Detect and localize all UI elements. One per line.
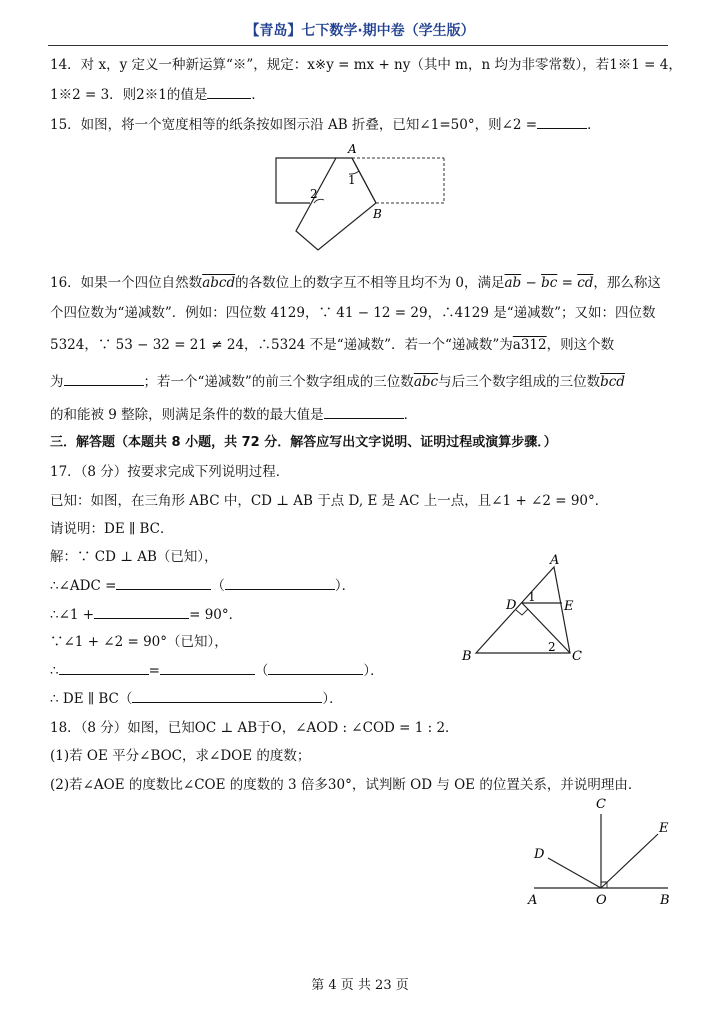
q15-label-1: 1 — [348, 173, 356, 187]
q18-label-d: D — [534, 847, 545, 862]
q17-step-3 — [50, 606, 242, 624]
q17-right-angle-mark — [516, 609, 528, 615]
q17-blank-adc[interactable] — [116, 577, 211, 590]
q16-line-4b: ；若一个“递减数”的前三个数字组成的三位数 — [143, 374, 414, 390]
q16-line-5: 的和能被 9 整除，则满足条件的数的最大值是 ． — [50, 407, 418, 423]
q17-s2c: ）． — [334, 578, 356, 594]
q17-blank-reason-3[interactable] — [132, 690, 322, 703]
q18-title: 18．（8 分）如图，已知OC ⊥ AB于O，∠AOD : ∠COD = 1 : 2． — [50, 720, 459, 736]
q16-line-4 — [50, 373, 625, 391]
q17-title: 17．（8 分）按要求完成下列说明过程． — [50, 464, 290, 480]
q17-blank-reason-1[interactable] — [225, 577, 335, 590]
q16-l1b: 的各数位上的数字互不相等且均不为 0，满足 — [235, 275, 505, 291]
q18-part-1: (1)若 OE 平分∠BOC，求∠DOE 的度数； — [50, 748, 311, 764]
q17-s5c: （ — [254, 663, 269, 679]
q15-answer-blank[interactable] — [537, 116, 587, 129]
q17-label-1: 1 — [528, 590, 536, 604]
q17-s5d: ）． — [363, 663, 384, 679]
q17-s6a: ∴ DE ∥ BC（ — [50, 691, 133, 707]
q16-line-3 — [50, 336, 614, 354]
q15-label-2: 2 — [310, 187, 318, 201]
q17-step-5 — [50, 662, 384, 680]
q17-step-4: ∵∠1 + ∠2 = 90°（已知）， — [50, 634, 228, 650]
q17-s2a: ∴∠ADC = — [50, 578, 117, 594]
q15-label-b: B — [373, 207, 382, 221]
q15-text: 15．如图，将一个宽度相等的纸条按如图示沿 AB 折叠，已知∠1=50°，则∠2 = ． — [50, 117, 601, 133]
q18-label-c: C — [596, 797, 606, 812]
q18-label-e: E — [659, 821, 669, 836]
q17-label-a: A — [550, 553, 560, 568]
q17-s2b: （ — [211, 578, 225, 594]
section-3-title: 三．解答题（本题共 8 小题，共 72 分．解答应写出文字说明、证明过程或演算步骤．） — [50, 435, 557, 450]
q17-step-1: 解：∵ CD ⊥ AB（已知）， — [50, 549, 218, 565]
q18-label-b: B — [660, 893, 670, 908]
q16-bcd: $\overline{bcd}$ — [600, 374, 625, 390]
q16-line-4a: 为 — [50, 374, 64, 390]
q16-cd: $\overline{cd}$ — [577, 275, 594, 291]
q16-bc: $\overline{bc}$ — [541, 275, 558, 291]
q16-line-5-text: 的和能被 9 整除，则满足条件的数的最大值是 — [50, 407, 324, 423]
q17-s3a: ∴∠1 + — [50, 607, 95, 623]
q14-answer-blank[interactable] — [207, 86, 251, 99]
q17-blank-eq-right[interactable] — [160, 662, 255, 675]
q17-given: 已知：如图，在三角形 ABC 中，CD ⊥ AB 于点 D, E 是 AC 上一点，且∠1 + ∠2 = 90°． — [50, 493, 609, 509]
q16-l1c: ，那么称这 — [593, 275, 661, 291]
q17-segment-cd — [522, 603, 570, 653]
q17-label-2: 2 — [548, 640, 556, 654]
q17-label-d: D — [506, 598, 517, 613]
q17-step-2 — [50, 577, 355, 595]
q15-figure — [268, 140, 448, 262]
q16-line-3a: 5324，∵ 53 − 32 = 21 ≠ 24，∴5324 不是“递减数”．若一个“递减数”为 — [50, 337, 513, 353]
q16-line-4c: 与后三个数字组成的三位数 — [438, 374, 601, 390]
q16-blank-2[interactable] — [324, 406, 404, 419]
q17-triangle-abc — [476, 567, 570, 653]
q16-blank-1[interactable] — [64, 373, 144, 386]
q15-folded-part — [296, 158, 376, 250]
q17-blank-angle[interactable] — [94, 606, 189, 619]
q17-s6b: ）． — [322, 691, 343, 707]
q17-step-6 — [50, 690, 343, 708]
q15-question: 15．如图，将一个宽度相等的纸条按如图示沿 AB 折叠，已知∠1=50°，则∠2 = — [50, 117, 538, 133]
q17-s3b: = 90°． — [189, 607, 243, 623]
q16-line-1: 16．如果一个四位自然数abcd的各数位上的数字互不相等且均不为 0，满足$\overline{ab} - \overline{bc} = \overline{cd}$，那么称这 — [50, 275, 661, 291]
q16-l1a: 16．如果一个四位自然数 — [50, 275, 203, 291]
q16-abcd: abcd — [202, 275, 236, 291]
q14-line-1: 14．对 x，y 定义一种新运算“※”，规定：x※y = mx + ny（其中 m，n 均为非零常数），若1※1 = 4， — [50, 57, 682, 73]
header-divider — [48, 45, 668, 46]
q14-line-2-text: 1※2 = 3．则2※1的值是 — [50, 87, 208, 103]
q17-label-b: B — [462, 649, 472, 664]
q17-triangle-figure — [458, 553, 598, 668]
q17-label-c: C — [572, 649, 582, 664]
q17-label-e: E — [564, 599, 574, 614]
q18-ray-oe — [601, 834, 658, 888]
q16-line-2: 个四位数为“递减数”．例如：四位数 4129，∵ 41 − 12 = 29，∴4129 是“递减数”；又如：四位数 — [50, 305, 656, 321]
q17-blank-reason-2[interactable] — [268, 662, 363, 675]
q16-a312: a312 — [512, 337, 547, 353]
q17-s5a: ∴ — [50, 663, 59, 679]
q16-line-3b: ，则这个数 — [546, 337, 615, 353]
q18-label-a: A — [528, 893, 538, 908]
q18-part-2: (2)若∠AOE 的度数比∠COE 的度数的 3 倍多30°，试判断 OD 与 OE 的位置关系，并说明理由． — [50, 777, 642, 793]
q17-prove: 请说明：DE ∥ BC． — [50, 521, 174, 537]
q18-ray-od — [548, 858, 601, 888]
page-footer: 第 4 页 共 23 页 — [311, 978, 409, 993]
q18-label-o: O — [596, 893, 607, 908]
q16-ab: $\overline{ab}$ — [504, 275, 522, 291]
q14-line-2: 1※2 = 3．则2※1的值是 ． — [50, 87, 265, 103]
q18-angle-figure — [522, 796, 682, 910]
q16-abc: $\overline{abc}$ — [413, 374, 439, 390]
q15-label-a: A — [348, 142, 357, 156]
q15-strip-left — [276, 158, 336, 203]
q17-s5b: = — [148, 663, 160, 679]
page-header-title: 【青岛】七下数学·期中卷（学生版） — [245, 23, 475, 39]
q17-blank-eq-left[interactable] — [59, 662, 149, 675]
